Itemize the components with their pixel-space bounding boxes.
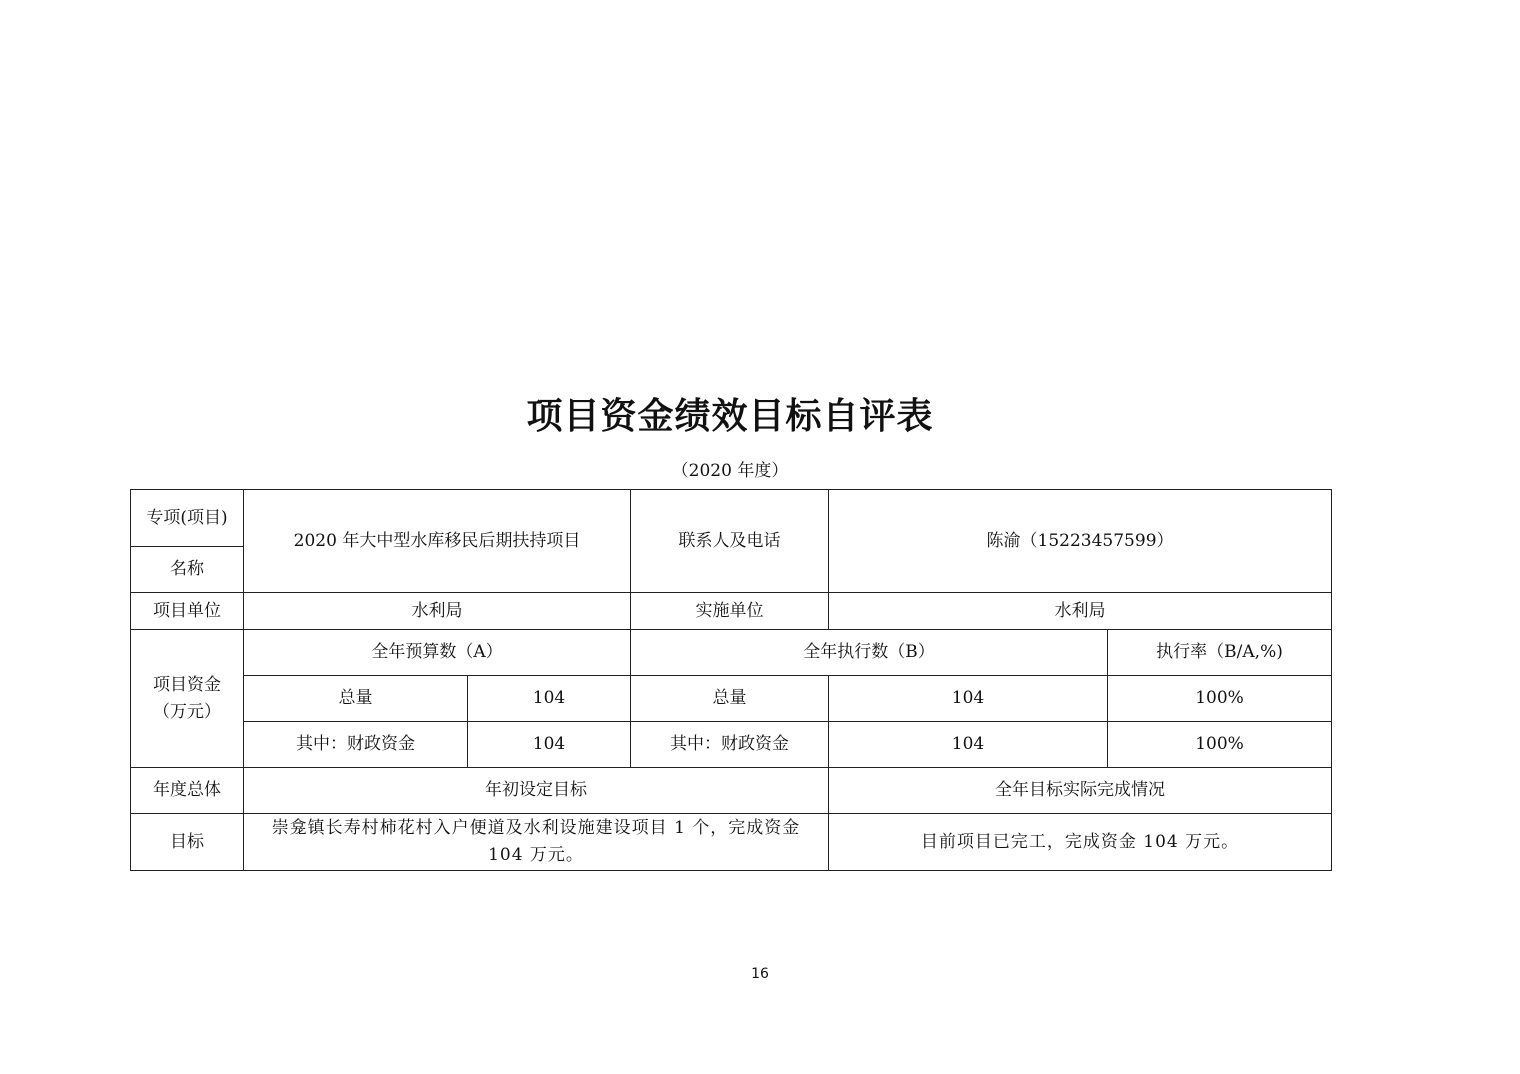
rate-header: 执行率（B/A,%) [1108, 630, 1332, 676]
contact-value: 陈渝（15223457599） [829, 490, 1332, 593]
annual-goal-label-cont: 目标 [131, 814, 244, 871]
evaluation-table [130, 489, 1332, 871]
fiscal-label-exec: 其中：财政资金 [631, 722, 829, 768]
project-name-value: 2020 年大中型水库移民后期扶持项目 [244, 490, 631, 593]
unit-label: 项目单位 [131, 593, 244, 630]
funds-label: 项目资金（万元） [131, 630, 244, 768]
total-exec: 104 [829, 676, 1108, 722]
initial-goal-text: 崇龛镇长寿村柿花村入户便道及水利设施建设项目 1 个，完成资金 104 万元。 [244, 814, 829, 871]
impl-unit-value: 水利局 [829, 593, 1332, 630]
total-rate: 100% [1108, 676, 1332, 722]
exec-header: 全年执行数（B） [631, 630, 1108, 676]
fiscal-label: 其中：财政资金 [244, 722, 468, 768]
document-title: 项目资金绩效目标自评表 [526, 395, 934, 437]
fiscal-exec: 104 [829, 722, 1108, 768]
document-year: （2020 年度） [671, 461, 789, 481]
impl-unit-label: 实施单位 [631, 593, 829, 630]
initial-goal-header: 年初设定目标 [244, 768, 829, 814]
fiscal-budget: 104 [468, 722, 631, 768]
actual-header: 全年目标实际完成情况 [829, 768, 1332, 814]
unit-value: 水利局 [244, 593, 631, 630]
project-name-label-cont: 名称 [131, 547, 244, 593]
actual-text: 目前项目已完工，完成资金 104 万元。 [829, 814, 1332, 871]
annual-goal-label: 年度总体 [131, 768, 244, 814]
total-label-exec: 总量 [631, 676, 829, 722]
total-label: 总量 [244, 676, 468, 722]
project-name-label: 专项(项目) [131, 490, 244, 547]
fiscal-rate: 100% [1108, 722, 1332, 768]
page-number: 16 [751, 966, 769, 982]
contact-label: 联系人及电话 [631, 490, 829, 593]
total-budget: 104 [468, 676, 631, 722]
budget-header: 全年预算数（A） [244, 630, 631, 676]
